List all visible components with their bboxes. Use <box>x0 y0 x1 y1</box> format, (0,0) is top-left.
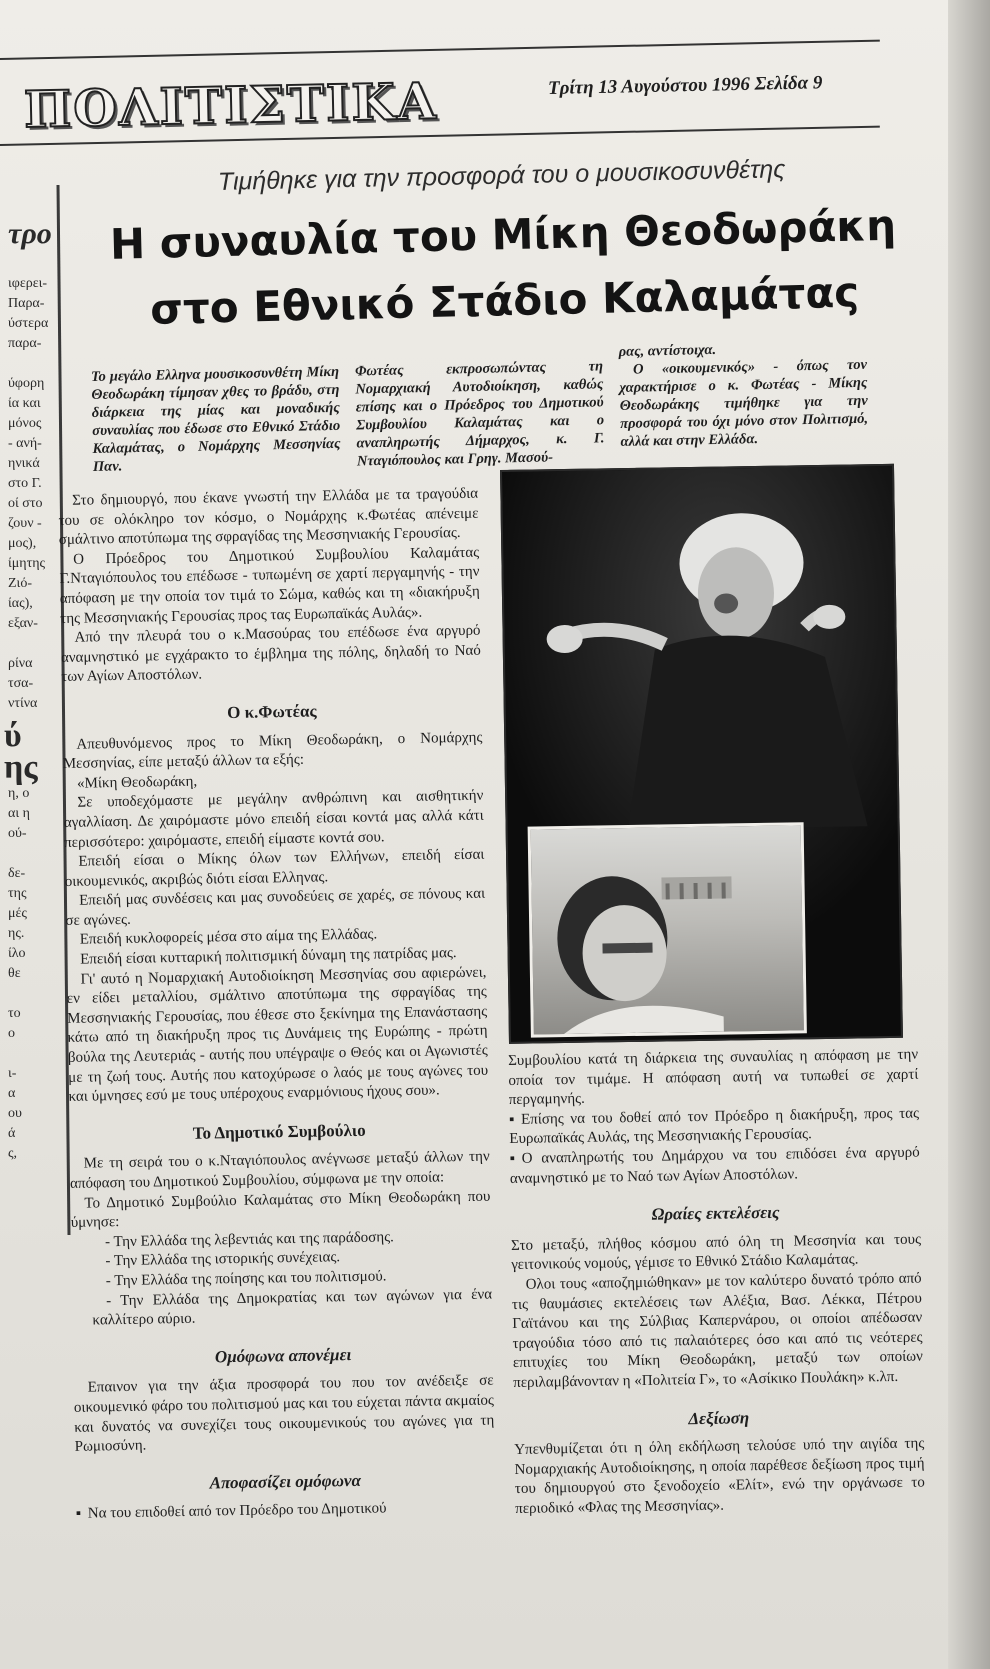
body-paragraph: Ο Πρόεδρος του Δημοτικού Συμβουλίου Καλαμάτας Γ.Νταγιόπουλος του επέδωσε - τυπωμένη σε χαρτί περγαμηνής - την απόφαση με την οποία τον τιμά το Σώμα, καθώς και τη «διακήρυξη της Μεσσηνιακής Γερουσίας προς τας Ευρωπαϊκάς Αυλάς». <box>59 544 480 627</box>
lead-paragraph <box>90 341 873 476</box>
headline-line-1: Η συναυλία του Μίκη Θεοδωράκη <box>109 200 897 269</box>
list-item: - Την Ελλάδα της λεβεντιάς και της παράδοσης. <box>104 1229 394 1251</box>
fragment-line: ίλο <box>8 946 26 961</box>
body-paragraph: Συμβουλίου κατά τη διάρκεια της συναυλίας η απόφαση με την οποία τον τιμάμε. Η απόφαση αυτή να τυπωθεί σε χαρτί περγαμηνής. <box>508 1046 919 1109</box>
bullet-item <box>509 1104 920 1150</box>
list-item: - Την Ελλάδα της ιστορικής συνέχειας. <box>105 1249 341 1270</box>
fragment-line: ίας), <box>8 596 33 611</box>
article-headline <box>102 192 905 344</box>
fragment-line: μος), <box>8 536 37 551</box>
fragment-line: δε- <box>8 866 26 881</box>
lead-col-1: Το μεγάλο Ελληνα μουσικοσυνθέτη Μίκη Θεοδωράκη τίμησαν χθες το βράδυ, στη διάρκεια της μίας και μοναδικής συναυλίας που έδωσε στο Εθνικό Στάδιο Καλαμάτας, ο Νομάρχης Μεσσηνίας Παν. <box>90 363 341 475</box>
fragment-line: ι- <box>8 1066 17 1081</box>
lead-col-3a: ρας, αντίστοιχα. <box>618 341 717 360</box>
body-paragraph: Στο μεταξύ, πλήθος κόσμου από όλη τη Μεσσηνία και τους γειτονικούς νομούς, γέμισε το Εθνικό Στάδιο Καλαμάτας. <box>510 1231 922 1274</box>
body-paragraph: Στο δημιουργό, που έκανε γνωστή την Ελλάδα με τα τραγούδια του σε ολόκληρο τον κόσμο, ο Νομάρχης κ.Φωτέας απένειμε σμάλτινο αποτύπωμα της σφραγίδας της Μεσσηνιακής Γερουσίας. <box>58 485 479 549</box>
bullet-icon: ▪ <box>75 1506 82 1523</box>
fragment-line: ρίνα <box>8 656 33 671</box>
fragment-line: μές <box>8 906 27 921</box>
fragment-lines-b <box>0 784 58 1164</box>
subheading: Δεξίωση <box>688 1407 750 1428</box>
fragment-line <box>4 844 58 864</box>
list-item: - Την Ελλάδα της ποίησης και του πολιτισμού. <box>105 1268 387 1290</box>
bullet-text: Επίσης να του δοθεί από τον Πρόεδρο η διακήρυξη, προς τας Ευρωπαϊκάς Αυλάς, της Μεσσηνιακής Γερουσίας. <box>509 1105 920 1148</box>
portrait-inset-photo <box>528 822 807 1037</box>
fragment-line: ηνικά <box>8 456 40 471</box>
lead-col-3 <box>618 338 868 451</box>
body-paragraph: Επειδή είσαι κυτταρική πολιτισμική δύναμη της πατρίδας μας. <box>80 945 457 968</box>
fragment-line: θε <box>8 966 21 981</box>
subheading: Το Δημοτικό Συμβούλιο <box>192 1120 366 1143</box>
fragment-line: οί στο <box>8 496 43 511</box>
body-paragraph: Σε υποδεχόμαστε με μεγάλην ανθρώπινη και αισθητικήν αγαλλίαση. Δε χαιρόμαστε μόνο επειδή είσαι κοντά μας αλλά κάτι περισσότερο: χαιρόμαστε, επειδή είμαστε κοντά σου. <box>63 787 484 851</box>
body-paragraph: «Μίκη Θεοδωράκη, <box>76 773 198 792</box>
bullet-item <box>76 1498 496 1525</box>
article-column-right <box>508 1046 927 1652</box>
fragment-line: ία και <box>8 396 41 411</box>
fragment-line <box>4 984 58 1004</box>
body-paragraph: Απευθυνόμενος προς το Μίκη Θεοδωράκη, ο Νομάρχης Μεσσηνίας, είπε μεταξύ άλλων τα εξής: <box>62 729 483 773</box>
subheading: Ομόφωνα απονέμει <box>214 1344 352 1367</box>
fragment-line: α <box>8 1086 16 1101</box>
section-title: ΠΟΛΙΤΙΣΤΙΚΑ <box>23 71 439 139</box>
body-paragraph: Ολοι τους «αποζημιώθηκαν» με τον καλύτερο δυνατό τρόπο από τις θαυμάσιες εκτελέσεις των Αλέξια, Βασ. Λέκκα, Πέτρου Γαϊτάνου και της Σύλβιας Καπερνάρου, οι οποίοι απέδωσαν τραγούδια τόσο από τις παλαιότερες όσο και από τις νεότερες επιτυχίες του Μίκη Θεοδωράκη, μεταξύ των οποίων περιλαμβάνονταν η «Πολιτεία Γ», το «Ασίκικο Πουλάκη» κ.λπ. <box>511 1270 923 1391</box>
fragment-line: ύφορη <box>8 376 45 391</box>
fragment-line: της <box>8 886 27 901</box>
fragment-line <box>4 1044 58 1064</box>
fragment-line: μόνος <box>8 416 42 431</box>
bullet-text: Ο αναπληρωτής του Δημάρχου να του επιδόσει ένα αργυρό αναμνηστικό με το Ναό των Αγίων Αποστόλων. <box>509 1144 920 1187</box>
body-paragraph: Επειδή μας συνδέσεις και μας συνοδεύεις σε χαρές, σε πόνους και σε αγώνες. <box>65 885 486 929</box>
headline-line-2: στο Εθνικό Στάδιο Καλαμάτας <box>149 267 860 334</box>
fragment-line: ντίνα <box>8 696 38 711</box>
fragment-line: αι η <box>8 806 30 821</box>
page-edge-shadow <box>948 0 990 1669</box>
fragment-line <box>4 634 58 654</box>
body-paragraph: Επειδή είσαι ο Μίκης όλων των Ελλήνων, επειδή είσαι οικουμενικός, ακριβώς διότι είσαι Ελληνας. <box>64 846 485 890</box>
list-item: - Την Ελλάδα της Δημοκρατίας και των αγώνων για ένα καλλίτερο αύριο. <box>92 1286 493 1329</box>
fragment-big-b: ης <box>4 749 38 786</box>
fragment-line: ού- <box>8 826 27 841</box>
fragment-lines-a <box>0 274 58 714</box>
bullet-text: Να του επιδοθεί από τον Πρόεδρο του Δημοτικού <box>87 1500 387 1522</box>
fragment-heading: τρο <box>8 217 52 250</box>
fragment-line: ιφερει- <box>8 276 48 291</box>
article-kicker: Τιμήθηκε για την προσφορά του ο μουσικοσυνθέτης <box>217 155 786 196</box>
body-paragraph: Επειδή κυκλοφορείς μέσα στο αίμα της Ελλάδας. <box>79 926 378 949</box>
bullet-icon: ▪ <box>509 1150 516 1167</box>
body-paragraph: Από την πλευρά του ο κ.Μασούρας του επέδωσε ένα αργυρό αναμνηστικό με εγχάρακτο το έμβλημα της πόλης, δηλαδή το Ναό των Αγίων Αποστόλων. <box>60 622 481 686</box>
fragment-big-a: ύ <box>4 717 22 754</box>
dateline: Τρίτη 13 Αυγούστου 1996 Σελίδα 9 <box>547 72 823 99</box>
body-paragraph: Επαινον για την άξια προσφορά του που τον ανέδειξε σε οικουμενικό φάρο του πολιτισμού μας και του εύχεται πάντα ακμαίος και δυνατός να συνεχίζει τους οικουμενικούς του αγώνες για τη Ρωμιοσύνη. <box>73 1372 495 1455</box>
fragment-line: ο <box>8 1026 15 1041</box>
bullet-item <box>510 1144 921 1190</box>
fragment-line: ζουν - <box>8 516 42 531</box>
portrait-illustration <box>531 825 804 1034</box>
fragment-line: ης. <box>8 926 25 941</box>
body-paragraph: Υπενθυμίζεται ότι η όλη εκδήλωση τελούσε υπό την αιγίδα της Νομαρχιακής Αυτοδιοίκησης, η οποία παρέθεσε δεξίωση προς τιμή του δημιουργού στο ξενοδοχείο «Ελίτ», ενώ την οργάνωσε το περιοδικό «Φλας της Μεσσηνίας». <box>514 1435 925 1517</box>
body-paragraph: Γι' αυτό η Νομαρχιακή Αυτοδιοίκηση Μεσσηνίας σου αφιερώνει, εν είδει μεταλλίου, σμάλτινο αποτύπωμα της σφραγίδας της Μεσσηνιακής Γερουσίας, που έθεσε στο ξεκίνημα της Επανάστασης κάτω από τη διακήρυξη προς τις Δυνάμεις της Ευρώπης - πρώτη βούλα της Λευτεριάς - αυτής που υπέγραψε ο Θεός και οι Αγωνιστές με τη ζωή τους. Αυτής που κατοχύρωσε ο λαός με τους αγώνες του και ύμνησες εσύ με τους υπέροχους εναρμόνιους ήχους σου». <box>66 964 489 1106</box>
fragment-line: - ανή- <box>8 436 42 451</box>
bullet-icon: ▪ <box>508 1111 515 1128</box>
fragment-line: ίμητης <box>8 556 46 571</box>
subheading: Αποφασίζει ομόφωνα <box>209 1470 362 1493</box>
fragment-line: Ζιό- <box>8 576 32 591</box>
subheading: Ο κ.Φωτέας <box>226 701 317 723</box>
top-rule <box>0 40 880 60</box>
body-paragraph: Με τη σειρά του ο κ.Νταγιόπουλος ανέγνωσε μεταξύ άλλων την απόφαση του Δημοτικού Συμβουλίου, σύμφωνα με την οποία: <box>69 1148 490 1192</box>
fragment-line: το <box>8 1006 21 1021</box>
lead-col-3b: Ο «οικουμενικός» - όπως τον χαρακτήρισε ο κ. Φωτέας - Μίκης Θεοδωράκης τιμήθηκε για την προσφορά του όχι μόνο στον Πολιτισμό, αλλά και στην Ελλάδα. <box>619 356 869 450</box>
adjacent-article-fragment <box>0 210 58 1240</box>
fragment-line: Παρα- <box>8 296 45 311</box>
fragment-line: ύστερα <box>8 316 49 331</box>
fragment-line: στο Γ. <box>8 476 42 491</box>
fragment-line: τσα- <box>8 676 34 691</box>
subheading: Ωραίες εκτελέσεις <box>651 1202 780 1224</box>
article-column-left <box>58 485 498 1662</box>
fragment-line <box>4 354 58 374</box>
fragment-line: εξαν- <box>8 616 38 631</box>
fragment-line: ου <box>8 1106 22 1121</box>
fragment-line: παρα- <box>8 336 42 351</box>
lead-col-2: Φωτέας εκπροσωπώντας τη Νομαρχιακή Αυτοδιοίκηση, καθώς επίσης και ο Πρόεδρος του Δημοτικού Συμβουλίου Καλαμάτας και ο αναπληρωτής Δήμαρχος, κ. Γ. Νταγιόπουλος και Γρηγ. Μασού- <box>354 358 605 470</box>
fragment-line: η, ο <box>8 786 30 801</box>
fragment-line: ς, <box>8 1146 18 1161</box>
body-paragraph: Το Δημοτικό Συμβούλιο Καλαμάτας στο Μίκη Θεοδωράκη που ύμνησε: <box>70 1188 491 1232</box>
article-photo <box>500 464 903 1044</box>
fragment-line: ά <box>8 1126 16 1141</box>
